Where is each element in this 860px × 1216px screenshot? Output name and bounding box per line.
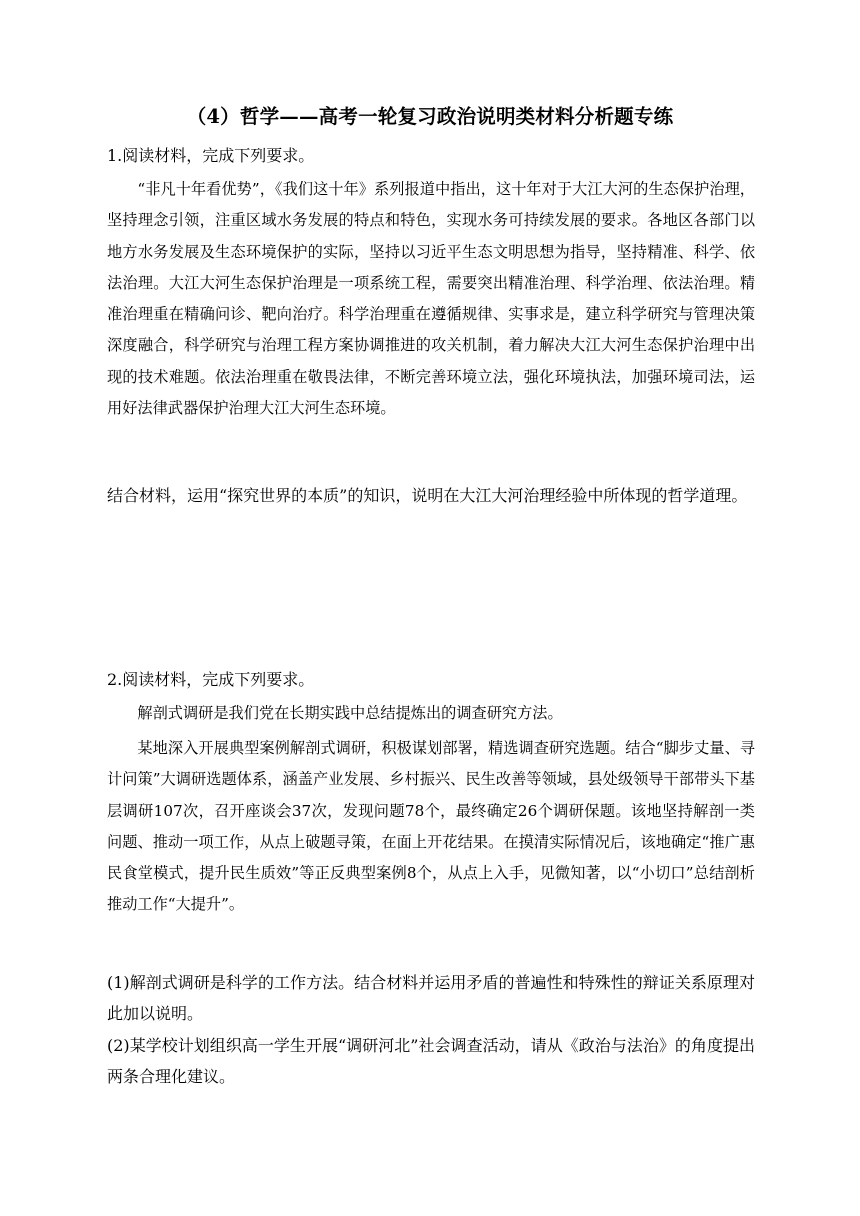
question-1-requirement: 结合材料，运用“探究世界的本质”的知识，说明在大江大河治理经验中所体现的哲学道理。 (107, 486, 748, 505)
question-2-heading: 2.阅读材料，完成下列要求。 (107, 670, 315, 689)
question-2-material-intro: 解剖式调研是我们党在长期实践中总结提炼出的调查研究方法。 (137, 704, 563, 722)
question-2-material-case: 某地深入开展典型案例解剖式调研，积极谋划部署，精选调查研究选题。结合“脚步丈量、寻计问策”大调研选题体系，涵盖产业发展、乡村振兴、民生改善等领域，县处级领导干部带头下基层调研107次，召开座谈会37次，发现问题78个，最终确定26个调研保题。该地坚持解剖一类问题、推动一项工作，从点上破题寻策，在面上开花结果。在摸清实际情况后，该地确定“推广惠民食堂模式，提升民生质效”等正反典型案例8个，从点上入手，见微知著，以“小切口”总结剖析推动工作“大提升”。 (107, 739, 755, 914)
question-1-material: “非凡十年看优势”，《我们这十年》系列报道中指出，这十年对于大江大河的生态保护治理，坚持理念引领，注重区域水务发展的特点和特色，实现水务可持续发展的要求。各地区各部门以地方水务发展及生态环境保护的实际，坚持以习近平生态文明思想为指导，坚持精准、科学、依法治理。大江大河生态保护治理是一项系统工程，需要突出精准治理、科学治理、依法治理。精准治理重在精确问诊、靶向治疗。科学治理重在遵循规律、实事求是，建立科学研究与管理决策深度融合，科学研究与治理工程方案协调推进的攻关机制，着力解决大江大河生态保护治理中出现的技术难题。依法治理重在敬畏法律，不断完善环境立法，强化环境执法，加强环境司法，运用好法律武器保护治理大江大河生态环境。 (107, 180, 755, 418)
question-1-heading: 1.阅读材料，完成下列要求。 (107, 146, 315, 165)
question-2-requirement-2: (2)某学校计划组织高一学生开展“调研河北”社会调查活动，请从《政治与法治》的角度提出两条合理化建议。 (107, 1036, 755, 1086)
page-title: （4）哲学——高考一轮复习政治说明类材料分析题专练 (186, 105, 674, 128)
question-2-requirement-1: (1)解剖式调研是科学的工作方法。结合材料并运用矛盾的普遍性和特殊性的辩证关系原理对此加以说明。 (107, 973, 755, 1023)
